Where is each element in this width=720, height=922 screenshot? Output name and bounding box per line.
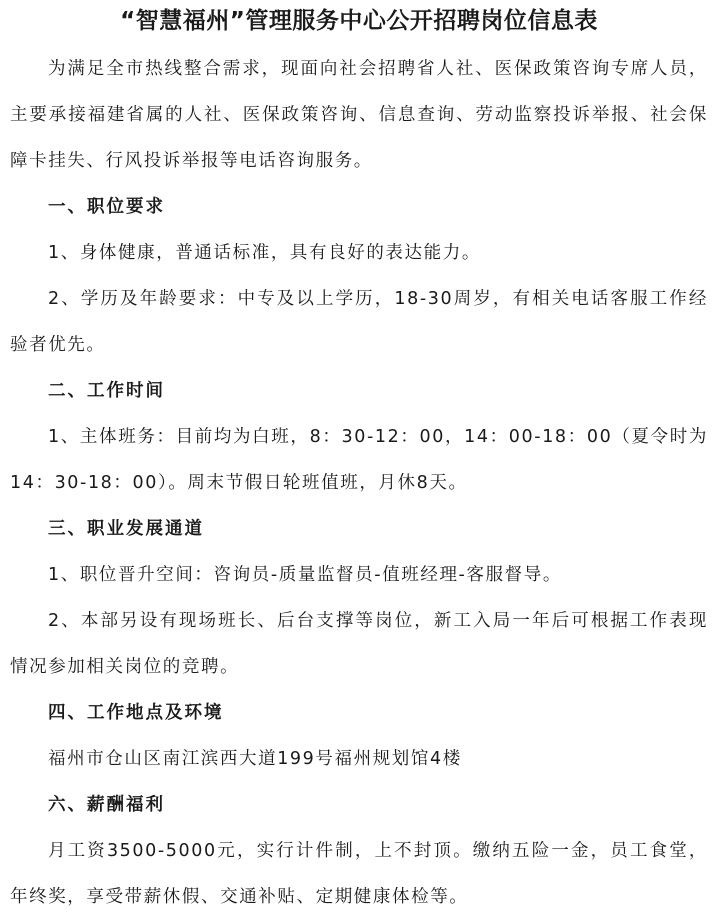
section-paragraph: 2、本部另设有现场班长、后台支撑等岗位，新工入局一年后可根据工作表现情况参加相关岗位的竞聘。 [10, 611, 708, 677]
section-heading: 六、薪酬福利 [48, 795, 165, 815]
section-heading: 二、工作时间 [48, 381, 165, 401]
section-work-location [10, 690, 708, 782]
section-career-path [10, 506, 708, 690]
section-paragraph: 福州市仓山区南江滨西大道199号福州规划馆4楼 [48, 749, 462, 769]
section-paragraph: 月工资3500-5000元，实行计件制，上不封顶。缴纳五险一金，员工食堂，年终奖，享受带薪休假、交通补贴、定期健康体检等。 [10, 841, 708, 907]
intro-paragraph: 为满足全市热线整合需求，现面向社会招聘省人社、医保政策咨询专席人员，主要承接福建省属的人社、医保政策咨询、信息查询、劳动监察投诉举报、社会保障卡挂失、行风投诉举报等电话咨询服务。 [10, 59, 708, 171]
section-paragraph: 1、主体班务：目前均为白班，8：30-12：00，14：00-18：00（夏令时为14：30-18：00）。周末节假日轮班值班，月休8天。 [10, 427, 708, 493]
document-title: “智慧福州”管理服务中心公开招聘岗位信息表 [120, 8, 598, 34]
section-heading: 一、职位要求 [48, 197, 165, 217]
section-paragraph: 2、学历及年龄要求：中专及以上学历，18-30周岁，有相关电话客服工作经验者优先。 [10, 289, 708, 355]
section-job-requirements [10, 184, 708, 368]
section-paragraph: 1、身体健康，普通话标准，具有良好的表达能力。 [48, 243, 481, 263]
section-salary-benefits [10, 782, 708, 920]
section-work-hours [10, 368, 708, 506]
section-heading: 四、工作地点及环境 [48, 703, 224, 723]
section-heading: 三、职业发展通道 [48, 519, 204, 539]
section-paragraph: 1、职位晋升空间：咨询员-质量监督员-值班经理-客服督导。 [48, 565, 562, 585]
